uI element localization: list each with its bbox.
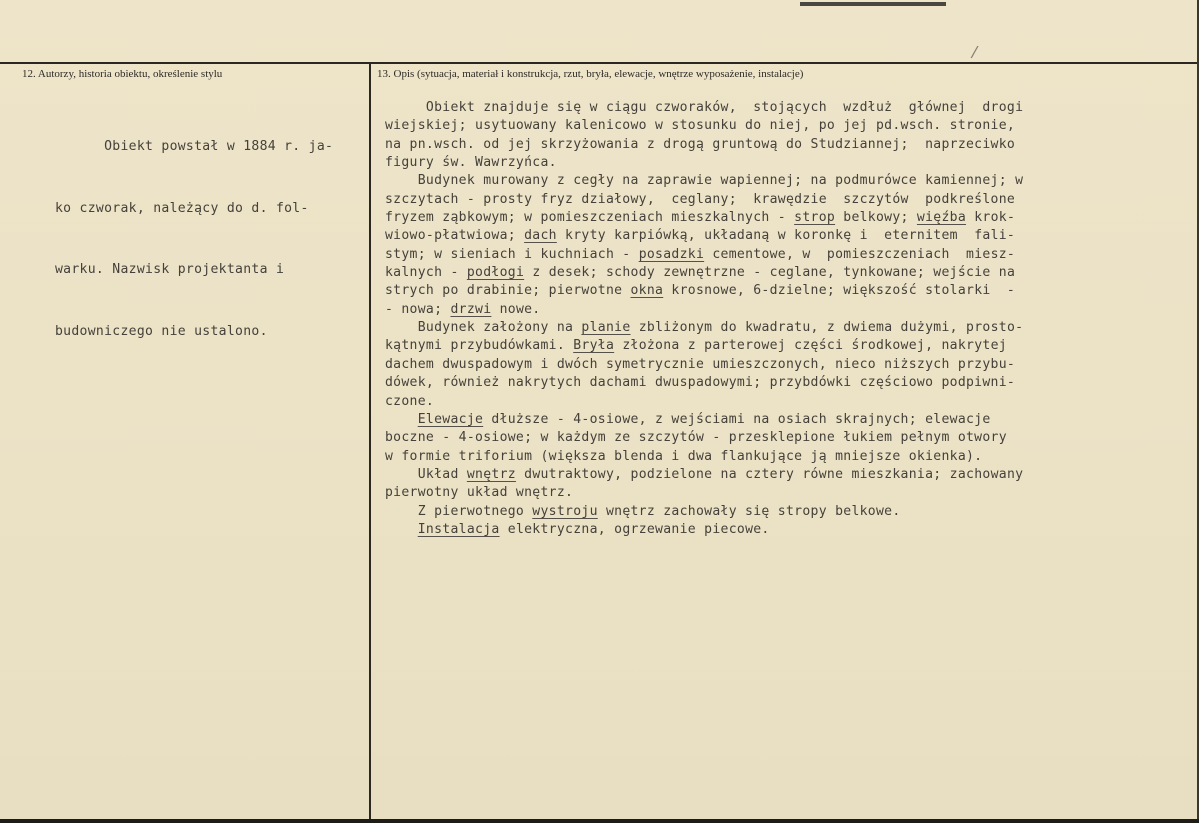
- text-segment: Budynek murowany z cegły na zaprawie wapiennej; na podmurówce kamiennej; w: [385, 173, 1024, 189]
- text-segment: z desek; schody zewnętrzne - ceglane, tynkowane; wejście na: [524, 265, 1016, 281]
- text-segment: nowe.: [491, 301, 541, 317]
- text-segment: Budynek założony na: [385, 320, 582, 336]
- text-line: ko czworak, należący do d. fol-: [55, 200, 309, 216]
- text-line: [385, 172, 1023, 190]
- underlined-keyword: drzwi: [450, 301, 492, 317]
- text-segment: boczne - 4-osiowe; w każdym ze szczytów - przesklepione łukiem pełnym otwory: [385, 430, 1007, 446]
- text-line: [385, 246, 1023, 264]
- text-line: [385, 117, 1023, 135]
- text-line: [385, 319, 1023, 337]
- underlined-keyword: Instalacja: [417, 521, 500, 537]
- text-segment: Układ: [385, 466, 467, 482]
- text-line: [385, 356, 1023, 374]
- text-segment: kątnymi przybudówkami.: [385, 338, 574, 354]
- pencil-mark: /: [970, 41, 980, 62]
- underlined-keyword: dach: [524, 228, 557, 244]
- underlined-keyword: więźba: [916, 210, 967, 226]
- text-line: [385, 301, 1023, 319]
- text-segment: dówek, również nakrytych dachami dwuspadowymi; przybdówki częściowo podpiwni-: [385, 375, 1016, 391]
- underlined-keyword: Elewacje: [417, 411, 484, 427]
- section-12-heading: 12. Autorzy, historia obiektu, określenie stylu: [22, 68, 223, 80]
- section-13-text: [385, 99, 1023, 539]
- text-line: [385, 466, 1023, 484]
- column-divider: [369, 63, 371, 820]
- text-segment: Z pierwotnego: [385, 503, 533, 519]
- text-segment: strych po drabinie; pierwotne: [385, 283, 631, 299]
- section-13-heading: 13. Opis (sytuacja, materiał i konstrukcja, rzut, bryła, elewacje, wnętrze wyposażenie, instalacje): [377, 68, 804, 80]
- underlined-keyword: podłogi: [466, 265, 525, 281]
- text-segment: krosnowe, 6-dzielne; większość stolarki -: [663, 283, 1016, 299]
- text-segment: dachem dwuspadowym i dwóch symetrycznie umieszczonych, nieco niższych przybu-: [385, 356, 1016, 372]
- text-segment: wiejskiej; usytuowany kalenicowo w stosunku do niej, po jej pd.wsch. stronie,: [385, 118, 1016, 134]
- text-line: [385, 209, 1023, 227]
- text-line: [385, 99, 1023, 117]
- underlined-keyword: strop: [794, 210, 836, 226]
- text-line: [385, 136, 1023, 154]
- text-line: [385, 503, 1023, 521]
- text-line: [385, 191, 1023, 209]
- text-line: [385, 337, 1023, 355]
- text-segment: pierwotny układ wnętrz.: [385, 485, 574, 501]
- text-segment: kryty karpiówką, układaną w koronkę i eternitem fali-: [556, 228, 1016, 244]
- section-12-text: [55, 96, 333, 363]
- text-segment: elektryczna, ogrzewanie piecowe.: [499, 521, 770, 537]
- text-segment: na pn.wsch. od jej skrzyżowania z drogą gruntową do Studziannej; naprzeciwko: [385, 136, 1016, 152]
- text-line: [385, 374, 1023, 392]
- text-segment: figury św. Wawrzyńca.: [385, 155, 557, 171]
- text-segment: czone.: [385, 393, 435, 409]
- text-line: warku. Nazwisk projektanta i: [55, 262, 285, 277]
- text-line: [385, 154, 1023, 172]
- text-segment: cementowe, w pomieszczeniach miesz-: [704, 246, 1016, 262]
- text-line: [385, 282, 1023, 300]
- text-segment: szczytach - prosty fryz działowy, ceglany; krawędzie szczytów podkreślone: [385, 191, 1016, 207]
- text-line: [385, 429, 1023, 447]
- text-line: [385, 411, 1023, 429]
- top-edge-mark: [800, 2, 946, 6]
- text-line: budowniczego nie ustalono.: [55, 323, 268, 339]
- text-segment: fryzem ząbkowym; w pomieszczeniach mieszkalnych -: [385, 210, 795, 226]
- text-segment: złożona z parterowej części środkowej, nakrytej: [614, 338, 1007, 354]
- text-line: [385, 264, 1023, 282]
- text-segment: - nowa;: [385, 301, 451, 317]
- text-line: Obiekt powstał w 1884 r. ja-: [55, 139, 334, 154]
- text-segment: belkowy;: [835, 210, 917, 226]
- header-rule: [0, 62, 1199, 64]
- text-segment: wnętrz zachowały się stropy belkowe.: [597, 503, 901, 519]
- text-segment: [385, 412, 418, 427]
- bottom-border: [0, 819, 1199, 823]
- text-segment: stym; w sieniach i kuchniach -: [385, 246, 639, 262]
- text-segment: krok-: [966, 210, 1016, 226]
- text-line: [385, 484, 1023, 502]
- underlined-keyword: okna: [630, 283, 664, 299]
- underlined-keyword: posadzki: [638, 246, 705, 262]
- text-segment: kalnych -: [385, 265, 467, 281]
- underlined-keyword: Bryła: [573, 338, 615, 354]
- text-segment: Obiekt znajduje się w ciągu czworaków, stojących wzdłuż głównej drogi: [385, 100, 1024, 115]
- text-segment: zbliżonym do kwadratu, z dwiema dużymi, prosto-: [630, 320, 1024, 336]
- text-segment: dłuższe - 4-osiowe, z wejściami na osiach skrajnych; elewacje: [483, 411, 991, 427]
- text-line: [385, 448, 1023, 466]
- underlined-keyword: planie: [581, 320, 631, 336]
- text-segment: wiowo-płatwiowa;: [385, 228, 525, 244]
- text-line: [385, 521, 1023, 539]
- text-line: [385, 393, 1023, 411]
- text-segment: [385, 522, 418, 537]
- underlined-keyword: wnętrz: [466, 466, 516, 482]
- text-line: [385, 227, 1023, 245]
- underlined-keyword: wystroju: [532, 503, 598, 519]
- text-segment: w formie triforium (większa blenda i dwa flankujące ją mniejsze okienka).: [385, 448, 983, 464]
- text-segment: dwutraktowy, podzielone na cztery równe mieszkania; zachowany: [515, 466, 1024, 482]
